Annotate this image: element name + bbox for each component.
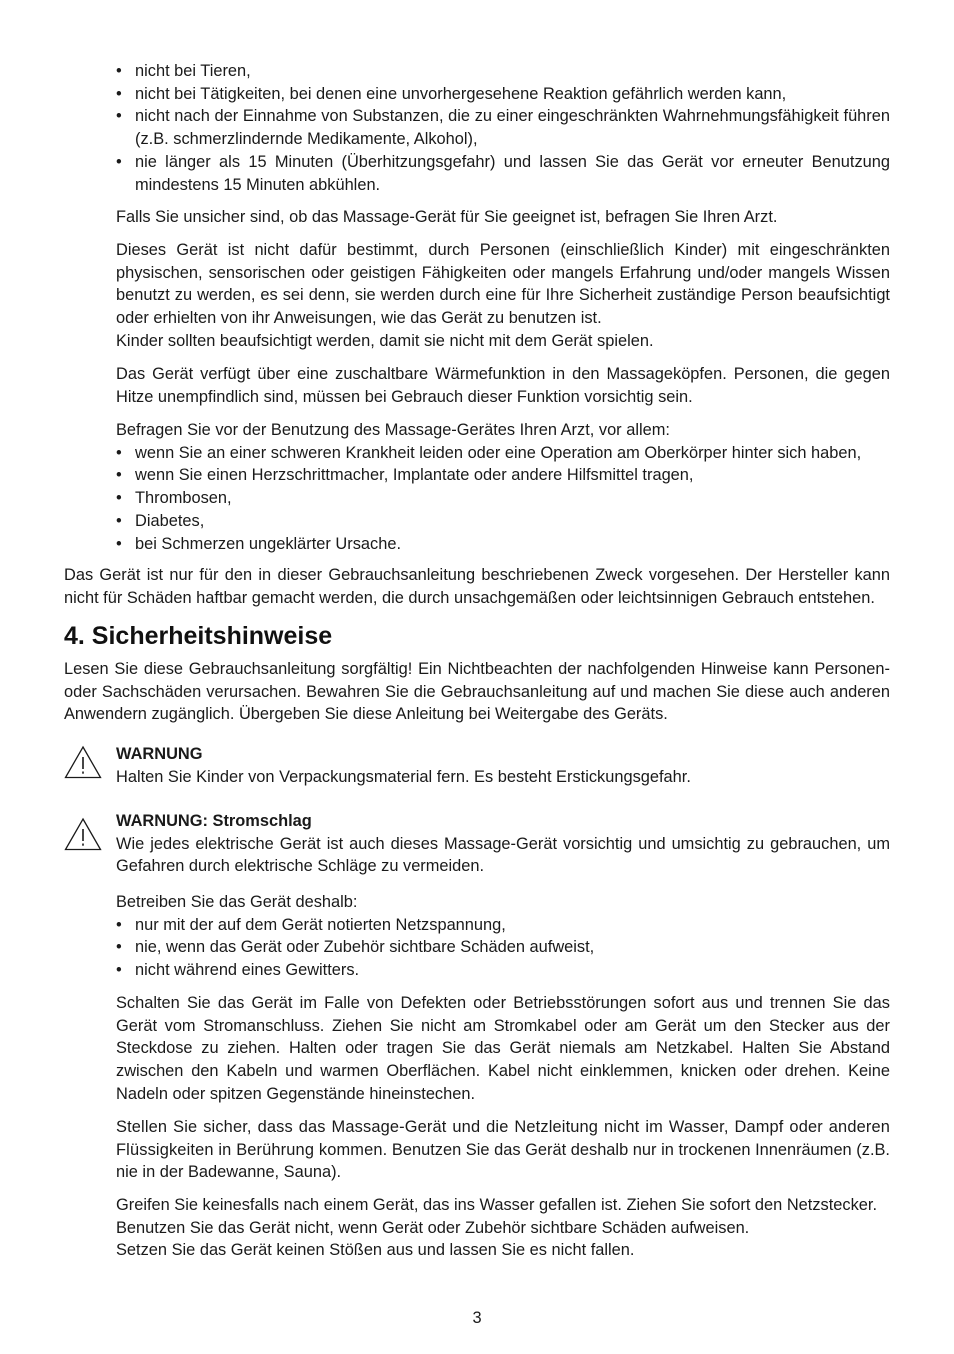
paragraph-unsure: Falls Sie unsicher sind, ob das Massage-Gerät für Sie geeignet ist, befragen Sie Ihren Arzt. [116,208,778,226]
operate-conditions-list [116,914,890,982]
paragraph-grab: Greifen Sie keinesfalls nach einem Gerät, das ins Wasser gefallen ist. Ziehen Sie sofort den Netzstecker. [116,1196,878,1214]
section-heading: 4. Sicherheitshinweise [64,622,333,650]
paragraph-water-rest: Benutzen Sie das Gerät deshalb nur in trockenen Innenräumen (z.B. nie in der Badewanne, Sauna). [116,1140,890,1182]
list-item: • nicht nach der Einnahme von Substanzen, die zu einer eingeschränkten Wahrnehmungsfähigkeit führen (z.B. schmerzlindernde Medikamente, Alkohol), [116,105,890,150]
warning-triangle-icon [64,817,102,851]
warning-triangle-icon [64,745,102,779]
paragraph-shocks: Setzen Sie das Gerät keinen Stößen aus und lassen Sie es nicht fallen. [116,1241,635,1260]
paragraph-children: Kinder sollten beaufsichtigt werden, damit sie nicht mit dem Gerät spielen. [116,331,654,350]
list-item: • wenn Sie einen Herzschrittmacher, Implantate oder andere Hilfsmittel tragen, [116,464,890,487]
warning-box [116,743,890,788]
list-item: • nie länger als 15 Minuten (Überhitzungsgefahr) und lassen Sie das Gerät vor erneuter Benutzung mindestens 15 Minuten abkühlen. [116,151,890,196]
list-item: • nicht während eines Gewitters. [116,959,890,982]
paragraph-block-persons [116,239,890,353]
warning-title: WARNUNG: Stromschlag [116,812,312,830]
usage-restrictions-list [116,60,890,196]
paragraph-defects: Schalten Sie das Gerät im Falle von Defekten oder Betriebsstörungen sofort aus und trennen Sie das Gerät vom Stromanschluss. Ziehen Sie nicht am Stromkabel oder am Gerät um den Stecker aus der Steckdose zu ziehen. Halten oder tragen Sie das Gerät niemals am Netzkabel. Halten Sie Abstand zwischen den Kabeln und warmen Oberflächen. Kabel nicht einklemmen, knicken oder drehen. Keine Nadeln oder spitzen Gegenstände hineinstechen. [116,994,890,1103]
paragraph-operate-intro: Betreiben Sie das Gerät deshalb: [116,893,358,911]
paragraph-water [116,1116,890,1184]
warning-box-electric-shock [116,810,890,878]
paragraph-heat-function: Das Gerät verfügt über eine zuschaltbare Wärmefunktion in den Massageköpfen. Personen, die gegen Hitze unempfindlich sind, müssen bei Gebrauch dieser Funktion vorsichtig sein. [116,365,890,406]
warning-text: Halten Sie Kinder von Verpackungsmaterial fern. Es besteht Erstickungsgefahr. [116,767,691,786]
paragraph-damaged: Benutzen Sie das Gerät nicht, wenn Gerät oder Zubehör sichtbare Schäden aufweisen. [116,1218,750,1237]
list-item: • bei Schmerzen ungeklärter Ursache. [116,533,890,556]
warning-text: Wie jedes elektrische Gerät ist auch dieses Massage-Gerät vorsichtig und umsichtig zu gebrauchen, um Gefahren durch elektrische Schläge zu vermeiden. [116,834,890,876]
paragraph-doctor-intro: Befragen Sie vor der Benutzung des Massage-Gerätes Ihren Arzt, vor allem: [116,421,670,439]
list-item: • Thrombosen, [116,487,890,510]
list-item: • wenn Sie an einer schweren Krankheit leiden oder eine Operation am Oberkörper hinter sich haben, [116,442,890,465]
list-item: • nicht bei Tätigkeiten, bei denen eine unvorhergesehene Reaktion gefährlich werden kann, [116,83,890,106]
list-item: • nur mit der auf dem Gerät notierten Netzspannung, [116,914,890,937]
page-number: 3 [472,1309,482,1327]
operate-conditions-block [116,891,890,982]
paragraph-water-lead: Stellen Sie sicher, dass das Massage-Gerät und die Netzleitung nicht im Wasser, Dampf oder anderen Flüssigkeiten in Berührung kommen. [116,1118,890,1159]
doctor-consult-block [116,419,890,555]
list-item: • nicht bei Tieren, [116,60,890,83]
list-item: • nie, wenn das Gerät oder Zubehör sichtbare Schäden aufweist, [116,936,890,959]
section-intro: Lesen Sie diese Gebrauchsanleitung sorgfältig! Ein Nichtbeachten der nachfolgenden Hinweise kann Personen- oder Sachschäden verursachen. Bewahren Sie die Gebrauchsanleitung auf und machen Sie diese auch anderen Anwendern zugänglich. Übergeben Sie diese Anleitung bei Weitergabe des Geräts. [64,660,890,724]
list-item: • Diabetes, [116,510,890,533]
paragraph-intended-purpose: Das Gerät ist nur für den in dieser Gebrauchsanleitung beschriebenen Zweck vorgesehen. Der Hersteller kann nicht für Schäden haftbar gemacht werden, die durch unsachgemäßen oder leichtsinnigen Gebrauch entstehen. [64,566,890,607]
warning-title: WARNUNG [116,745,203,763]
paragraph-persons: Dieses Gerät ist nicht dafür bestimmt, durch Personen (einschließlich Kinder) mit eingeschränkten physischen, sensorischen oder geistigen Fähigkeiten oder mangels Erfahrung und/oder mangels Wissen benutzt zu werden, es sei denn, sie werden durch eine für Ihre Sicherheit zuständige Person beaufsichtigt oder erhielten von ihr Anweisungen, wie das Gerät zu benutzen ist. [116,241,890,328]
doctor-consult-list [116,442,890,556]
final-instructions-block [116,1194,890,1262]
